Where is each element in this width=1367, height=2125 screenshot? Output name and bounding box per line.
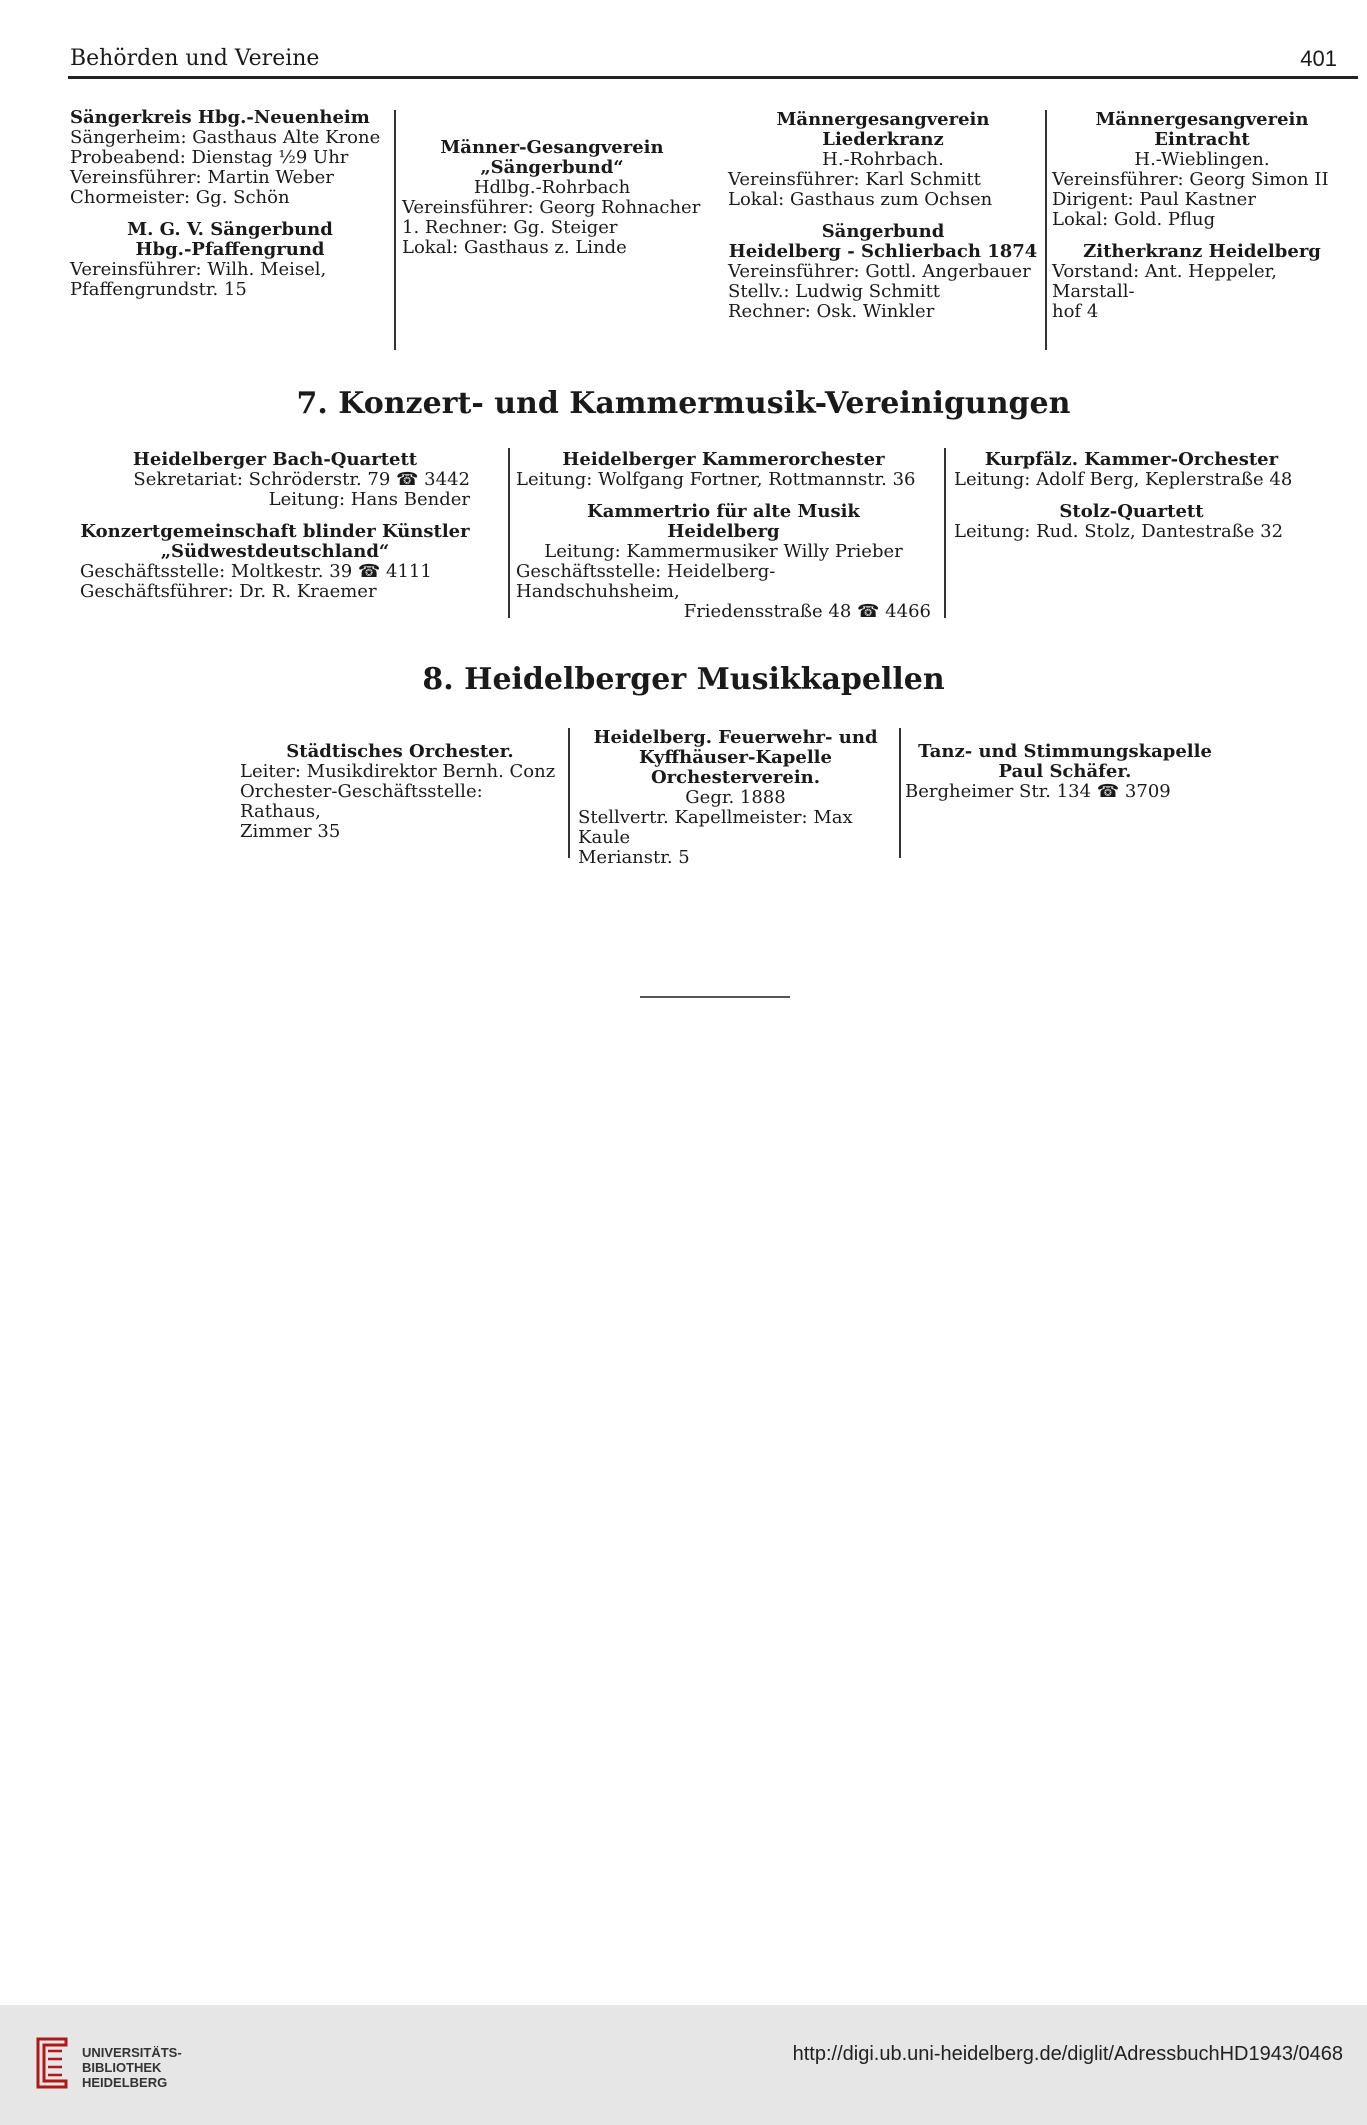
entry-line: Leitung: Rud. Stolz, Dantestraße 32	[954, 521, 1284, 542]
entry-heading: Paul Schäfer.	[998, 761, 1132, 782]
entry-heading: Männergesangverein	[1095, 109, 1309, 130]
column-divider	[1045, 110, 1047, 350]
entry-line: Sekretariat: Schröderstr. 79 ☎ 3442	[133, 469, 470, 490]
entry-line: hof 4	[1052, 301, 1099, 322]
entry-heading: Männergesangverein	[776, 109, 990, 130]
entry-heading: Eintracht	[1154, 129, 1250, 150]
entry-line: Vereinsführer: Georg Rohnacher	[402, 197, 701, 218]
entry-heading: Heidelberg	[667, 521, 780, 542]
entry-line: Vorstand: Ant. Heppeler, Marstall-	[1052, 261, 1277, 302]
library-line: BIBLIOTHEK	[82, 2060, 162, 2075]
entry-line: Orchester-Geschäftsstelle: Rathaus,	[240, 781, 483, 822]
section-title: 8. Heidelberger Musikkapellen	[422, 662, 945, 697]
page-number: 401	[1300, 46, 1337, 71]
section-title: 7. Konzert- und Kammermusik-Vereinigungen	[296, 386, 1071, 421]
column-divider	[394, 110, 396, 350]
entry-line: Friedensstraße 48 ☎ 4466	[683, 601, 931, 622]
entry-line: Vereinsführer: Martin Weber	[70, 167, 334, 188]
entry-heading: Zitherkranz Heidelberg	[1083, 241, 1321, 262]
entry-heading: „Südwestdeutschland“	[160, 541, 390, 562]
entry-line: Chormeister: Gg. Schön	[70, 187, 290, 208]
entry-column	[516, 450, 931, 622]
entry-line: Gegr. 1888	[685, 787, 786, 808]
entry-heading: Tanz- und Stimmungskapelle	[918, 741, 1212, 762]
entry-column	[80, 450, 470, 602]
entry-column	[70, 108, 390, 300]
entry-line: Merianstr. 5	[578, 847, 690, 868]
entry-heading: „Sängerbund“	[480, 157, 624, 178]
entry-line: Geschäftsstelle: Moltkestr. 39 ☎ 4111	[80, 561, 432, 582]
entry-column	[728, 110, 1038, 322]
entry-column	[578, 728, 893, 868]
entry-line: Probeabend: Dienstag ½9 Uhr	[70, 147, 349, 168]
entry-line: Hdlbg.-Rohrbach	[473, 177, 631, 198]
entry-line: Leiter: Musikdirektor Bernh. Conz	[240, 761, 556, 782]
entry-heading: Sängerbund	[821, 221, 945, 242]
entry-heading: Stolz-Quartett	[1059, 501, 1204, 522]
entry-heading: M. G. V. Sängerbund	[127, 219, 333, 240]
library-line: UNIVERSITÄTS-	[82, 2045, 182, 2060]
entry-heading: Sängerkreis Hbg.-Neuenheim	[70, 107, 370, 128]
entry-heading: Konzertgemeinschaft blinder Künstler	[80, 521, 470, 542]
entry-column	[1052, 110, 1352, 322]
entry-line: Vereinsführer: Gottl. Angerbauer	[728, 261, 1031, 282]
entry-heading: Heidelberg. Feuerwehr- und	[593, 727, 878, 748]
entry-line: Bergheimer Str. 134 ☎ 3709	[905, 781, 1171, 802]
entry-line: Pfaffengrundstr. 15	[70, 279, 247, 300]
column-divider	[899, 728, 901, 858]
entry-line: Lokal: Gasthaus z. Linde	[402, 237, 627, 258]
entry-column	[240, 742, 560, 842]
entry-line: Stellvertr. Kapellmeister: Max Kaule	[578, 807, 853, 848]
entry-line: H.-Wieblingen.	[1134, 149, 1270, 170]
entry-heading: Hbg.-Pfaffengrund	[135, 239, 325, 260]
entry-heading: Kammertrio für alte Musik	[587, 501, 860, 522]
entry-line: 1. Rechner: Gg. Steiger	[402, 217, 618, 238]
entry-heading: Liederkranz	[822, 129, 944, 150]
running-header: Behörden und Vereine	[70, 46, 320, 71]
entry-line: Leitung: Adolf Berg, Keplerstraße 48	[954, 469, 1293, 490]
entry-line: Stellv.: Ludwig Schmitt	[728, 281, 941, 302]
entry-line: Dirigent: Paul Kastner	[1052, 189, 1256, 210]
entry-heading: Männer-Gesangverein	[440, 137, 664, 158]
entry-line: Sängerheim: Gasthaus Alte Krone	[70, 127, 381, 148]
entry-line: Leitung: Wolfgang Fortner, Rottmannstr. 36	[516, 469, 916, 490]
footer-bar	[0, 2005, 1367, 2125]
column-divider	[508, 448, 510, 618]
entry-heading: Orchesterverein.	[650, 767, 821, 788]
entry-heading: Heidelberger Bach-Quartett	[132, 449, 418, 470]
column-divider	[944, 448, 946, 618]
entry-line: Zimmer 35	[240, 821, 341, 842]
header-rule	[68, 76, 1358, 79]
entry-line: Vereinsführer: Wilh. Meisel,	[70, 259, 327, 280]
entry-line: Leitung: Hans Bender	[268, 489, 470, 510]
end-rule	[640, 996, 790, 998]
entry-heading: Heidelberger Kammerorchester	[562, 449, 885, 470]
entry-column	[954, 450, 1309, 542]
entry-line: Vereinsführer: Georg Simon II	[1052, 169, 1329, 190]
entry-line: Leitung: Kammermusiker Willy Prieber	[544, 541, 903, 562]
entry-heading: Kyffhäuser-Kapelle	[639, 747, 832, 768]
entry-line: Geschäftsführer: Dr. R. Kraemer	[80, 581, 377, 602]
entry-heading: Kurpfälz. Kammer-Orchester	[984, 449, 1279, 470]
entry-heading: Städtisches Orchester.	[286, 741, 514, 762]
entry-heading: Heidelberg - Schlierbach 1874	[728, 241, 1038, 262]
entry-column	[905, 742, 1225, 802]
library-line: HEIDELBERG	[82, 2075, 168, 2090]
entry-line: Geschäftsstelle: Heidelberg-Handschuhsheim,	[516, 561, 776, 602]
entry-line: Lokal: Gold. Pflug	[1052, 209, 1216, 230]
column-divider	[568, 728, 570, 858]
library-logo-icon	[30, 2035, 74, 2091]
entry-line: Vereinsführer: Karl Schmitt	[728, 169, 981, 190]
source-url-link[interactable]: http://digi.ub.uni-heidelberg.de/diglit/AdressbuchHD1943/0468	[792, 2043, 1343, 2065]
entry-line: Rechner: Osk. Winkler	[728, 301, 935, 322]
library-name	[82, 2045, 182, 2090]
entry-column	[402, 138, 702, 258]
entry-line: Lokal: Gasthaus zum Ochsen	[728, 189, 993, 210]
entry-line: H.-Rohrbach.	[822, 149, 944, 170]
